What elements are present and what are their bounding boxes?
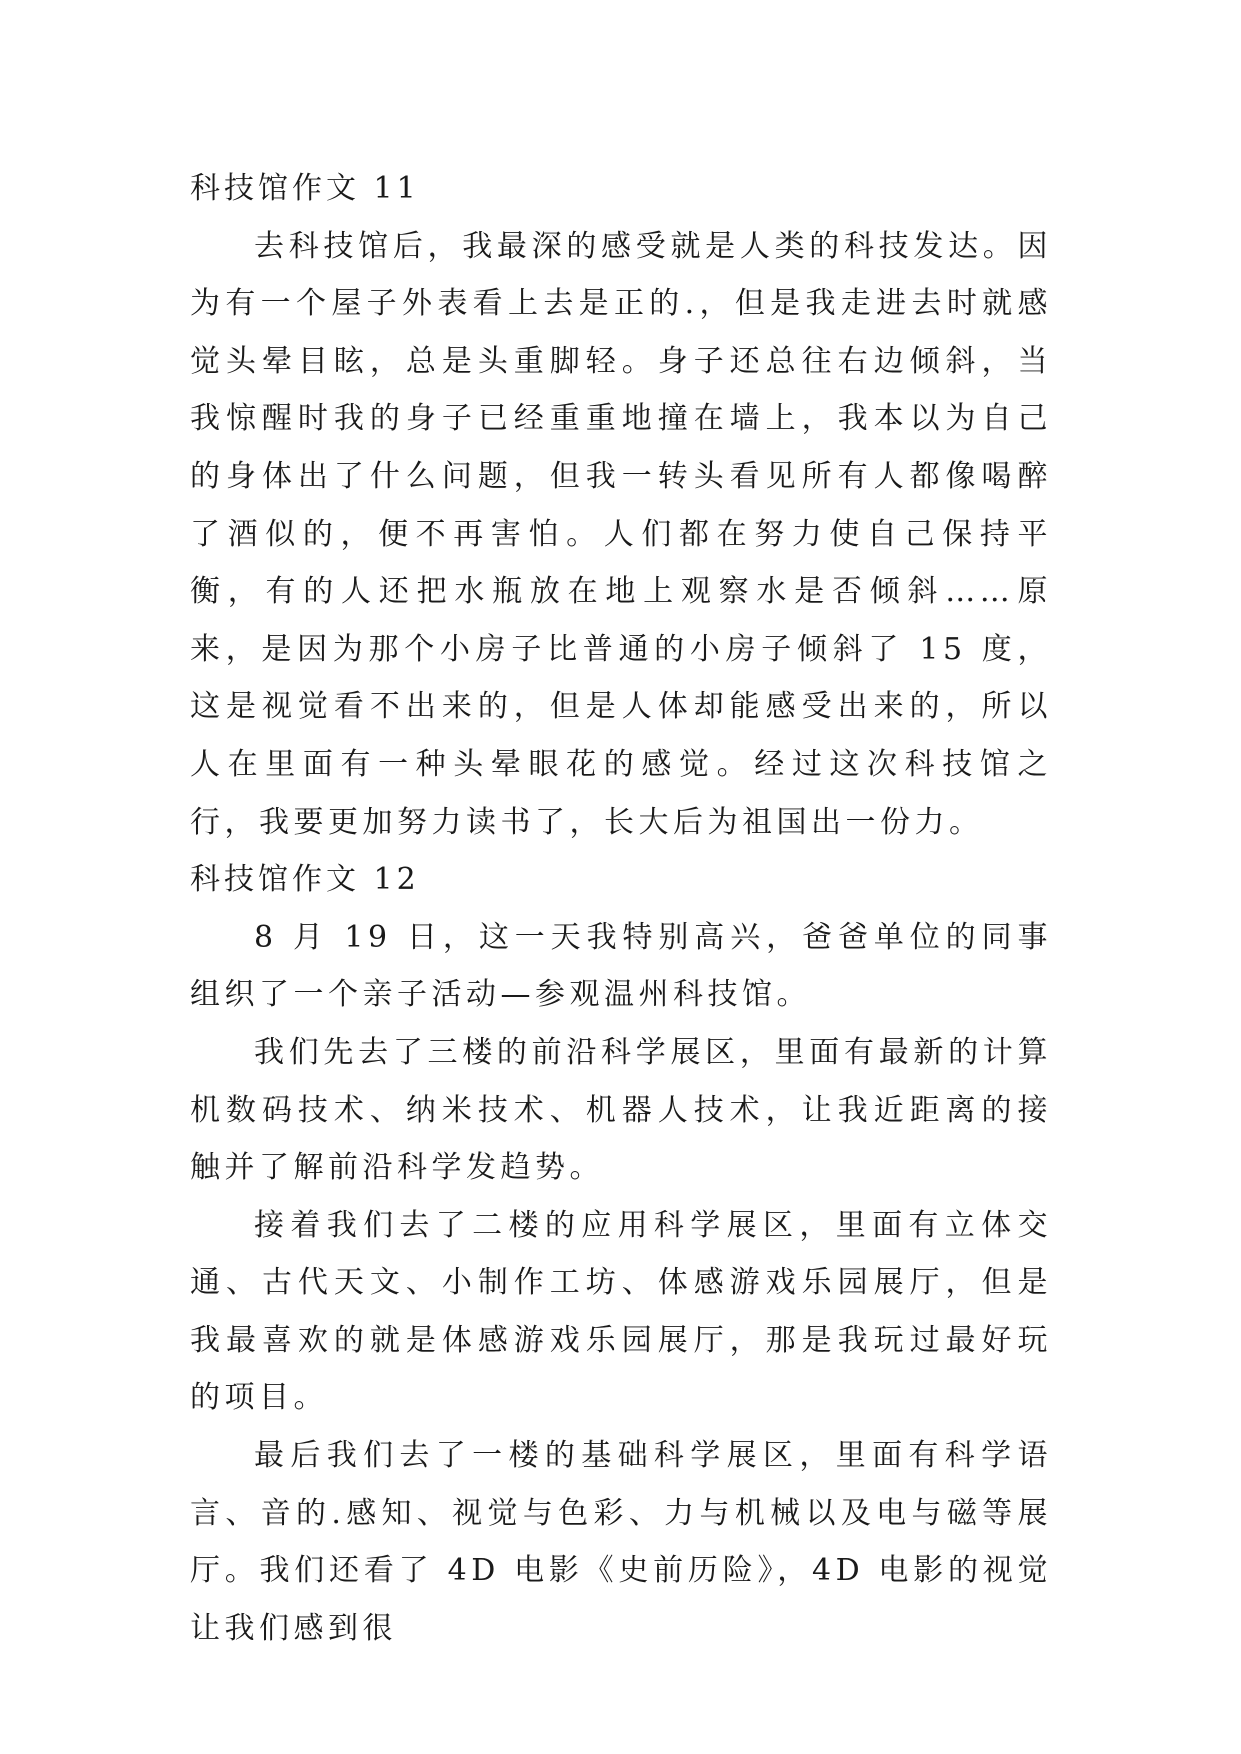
document-body bbox=[190, 160, 1052, 1657]
section-essay-11 bbox=[190, 160, 1052, 851]
paragraph: 去科技馆后，我最深的感受就是人类的科技发达。因为有一个屋子外表看上去是正的.，但是我走进去时就感觉头晕目眩，总是头重脚轻。身子还总往右边倾斜，当我惊醒时我的身子已经重重地撞在墙上，我本以为自己的身体出了什么问题，但我一转头看见所有人都像喝醉了酒似的，便不再害怕。人们都在努力使自己保持平衡，有的人还把水瓶放在地上观察水是否倾斜……原来，是因为那个小房子比普通的小房子倾斜了 15 度，这是视觉看不出来的，但是人体却能感受出来的，所以人在里面有一种头晕眼花的感觉。经过这次科技馆之行，我要更加努力读书了，长大后为祖国出一份力。 bbox=[190, 228, 1052, 840]
section-essay-12 bbox=[190, 851, 1052, 1657]
paragraph: 最后我们去了一楼的基础科学展区，里面有科学语言、音的.感知、视觉与色彩、力与机械以及电与磁等展厅。我们还看了 4D 电影《史前历险》，4D 电影的视觉让我们感到很 bbox=[190, 1438, 1052, 1646]
paragraph: 8 月 19 日，这一天我特别高兴，爸爸单位的同事组织了一个亲子活动—参观温州科技馆。 bbox=[190, 919, 1052, 1013]
section-heading: 科技馆作文 12 bbox=[190, 862, 420, 898]
paragraph: 我们先去了三楼的前沿科学展区，里面有最新的计算机数码技术、纳米技术、机器人技术，让我近距离的接触并了解前沿科学发趋势。 bbox=[190, 1034, 1052, 1186]
paragraph: 接着我们去了二楼的应用科学展区，里面有立体交通、古代天文、小制作工坊、体感游戏乐园展厅，但是我最喜欢的就是体感游戏乐园展厅，那是我玩过最好玩的项目。 bbox=[190, 1207, 1052, 1416]
section-heading: 科技馆作文 11 bbox=[190, 171, 420, 206]
